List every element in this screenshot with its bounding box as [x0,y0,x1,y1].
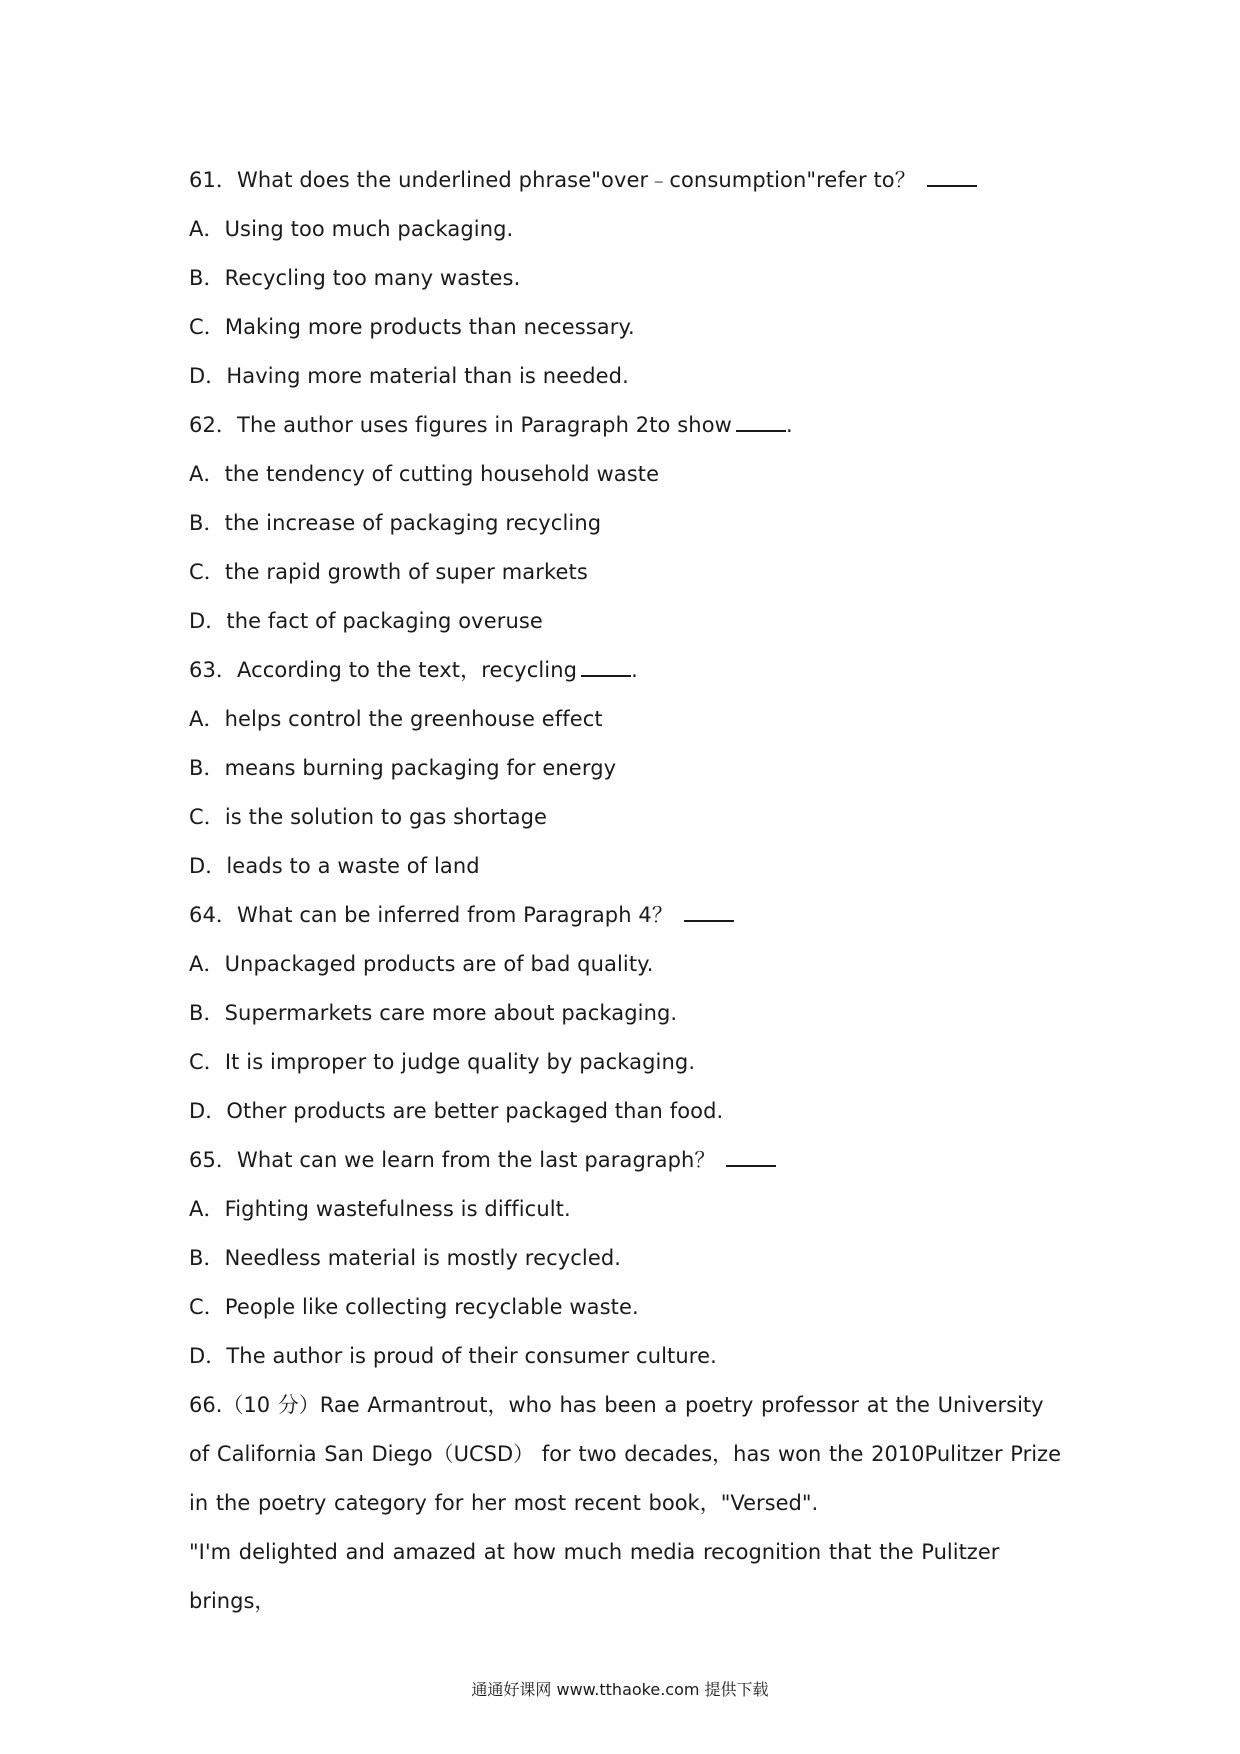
question-62-option-d: D．the fact of packaging overuse [189,609,543,633]
answer-blank [736,410,786,432]
question-63-option-b: B．means burning packaging for energy [189,756,617,780]
question-62-option-a: A．the tendency of cutting household waste [189,462,660,486]
answer-blank [927,165,977,187]
question-65-stem: 65．What can we learn from the last paragraph？ [189,1136,1069,1185]
question-62-stem: 62．The author uses figures in Paragraph 2to show . [189,401,1069,450]
question-61-option-a: A．Using too much packaging. [189,217,514,241]
question-62-option-b: B．the increase of packaging recycling [189,511,602,535]
question-61-option-b: B．Recycling too many wastes. [189,266,521,290]
question-61-option-d: D．Having more material than is needed. [189,364,629,388]
question-65-option-c: C．People like collecting recyclable waste. [189,1295,639,1319]
question-62-option-c: C．the rapid growth of super markets [189,560,588,584]
question-64-option-a: A．Unpackaged products are of bad quality. [189,952,654,976]
question-64-option-b: B．Supermarkets care more about packaging. [189,1001,678,1025]
answer-blank [684,900,734,922]
question-61-stem: 61．What does the underlined phrase"over﹣consumption"refer to？ [189,156,1069,205]
question-65-option-b: B．Needless material is mostly recycled. [189,1246,622,1270]
passage-paragraph: 66.（10 分）Rae Armantrout，who has been a poetry professor at the University of California San Diego（UCSD） for two decades，has won the 2010Pulitzer Prize in the poetry category for her most recent book，"Versed". [189,1393,1061,1515]
question-65-option-d: D．The author is proud of their consumer culture. [189,1344,717,1368]
question-63-option-d: D．leads to a waste of land [189,854,480,878]
question-64-stem: 64．What can be inferred from Paragraph 4？ [189,891,1069,940]
question-63-stem: 63．According to the text，recycling . [189,646,1069,695]
question-61-option-c: C．Making more products than necessary. [189,315,635,339]
question-65-option-a: A．Fighting wastefulness is difficult. [189,1197,571,1221]
question-64-option-d: D．Other products are better packaged than food. [189,1099,724,1123]
question-63-option-a: A．helps control the greenhouse effect [189,707,603,731]
question-63-option-c: C．is the solution to gas shortage [189,805,548,829]
page-footer: 通通好课网 www.tthaoke.com 提供下载 [471,1680,769,1699]
passage-paragraph: "I'm delighted and amazed at how much media recognition that the Pulitzer brings， [189,1540,1000,1613]
answer-blank [581,655,631,677]
question-64-option-c: C．It is improper to judge quality by packaging. [189,1050,696,1074]
answer-blank [726,1145,776,1167]
document-content [189,156,1069,1626]
